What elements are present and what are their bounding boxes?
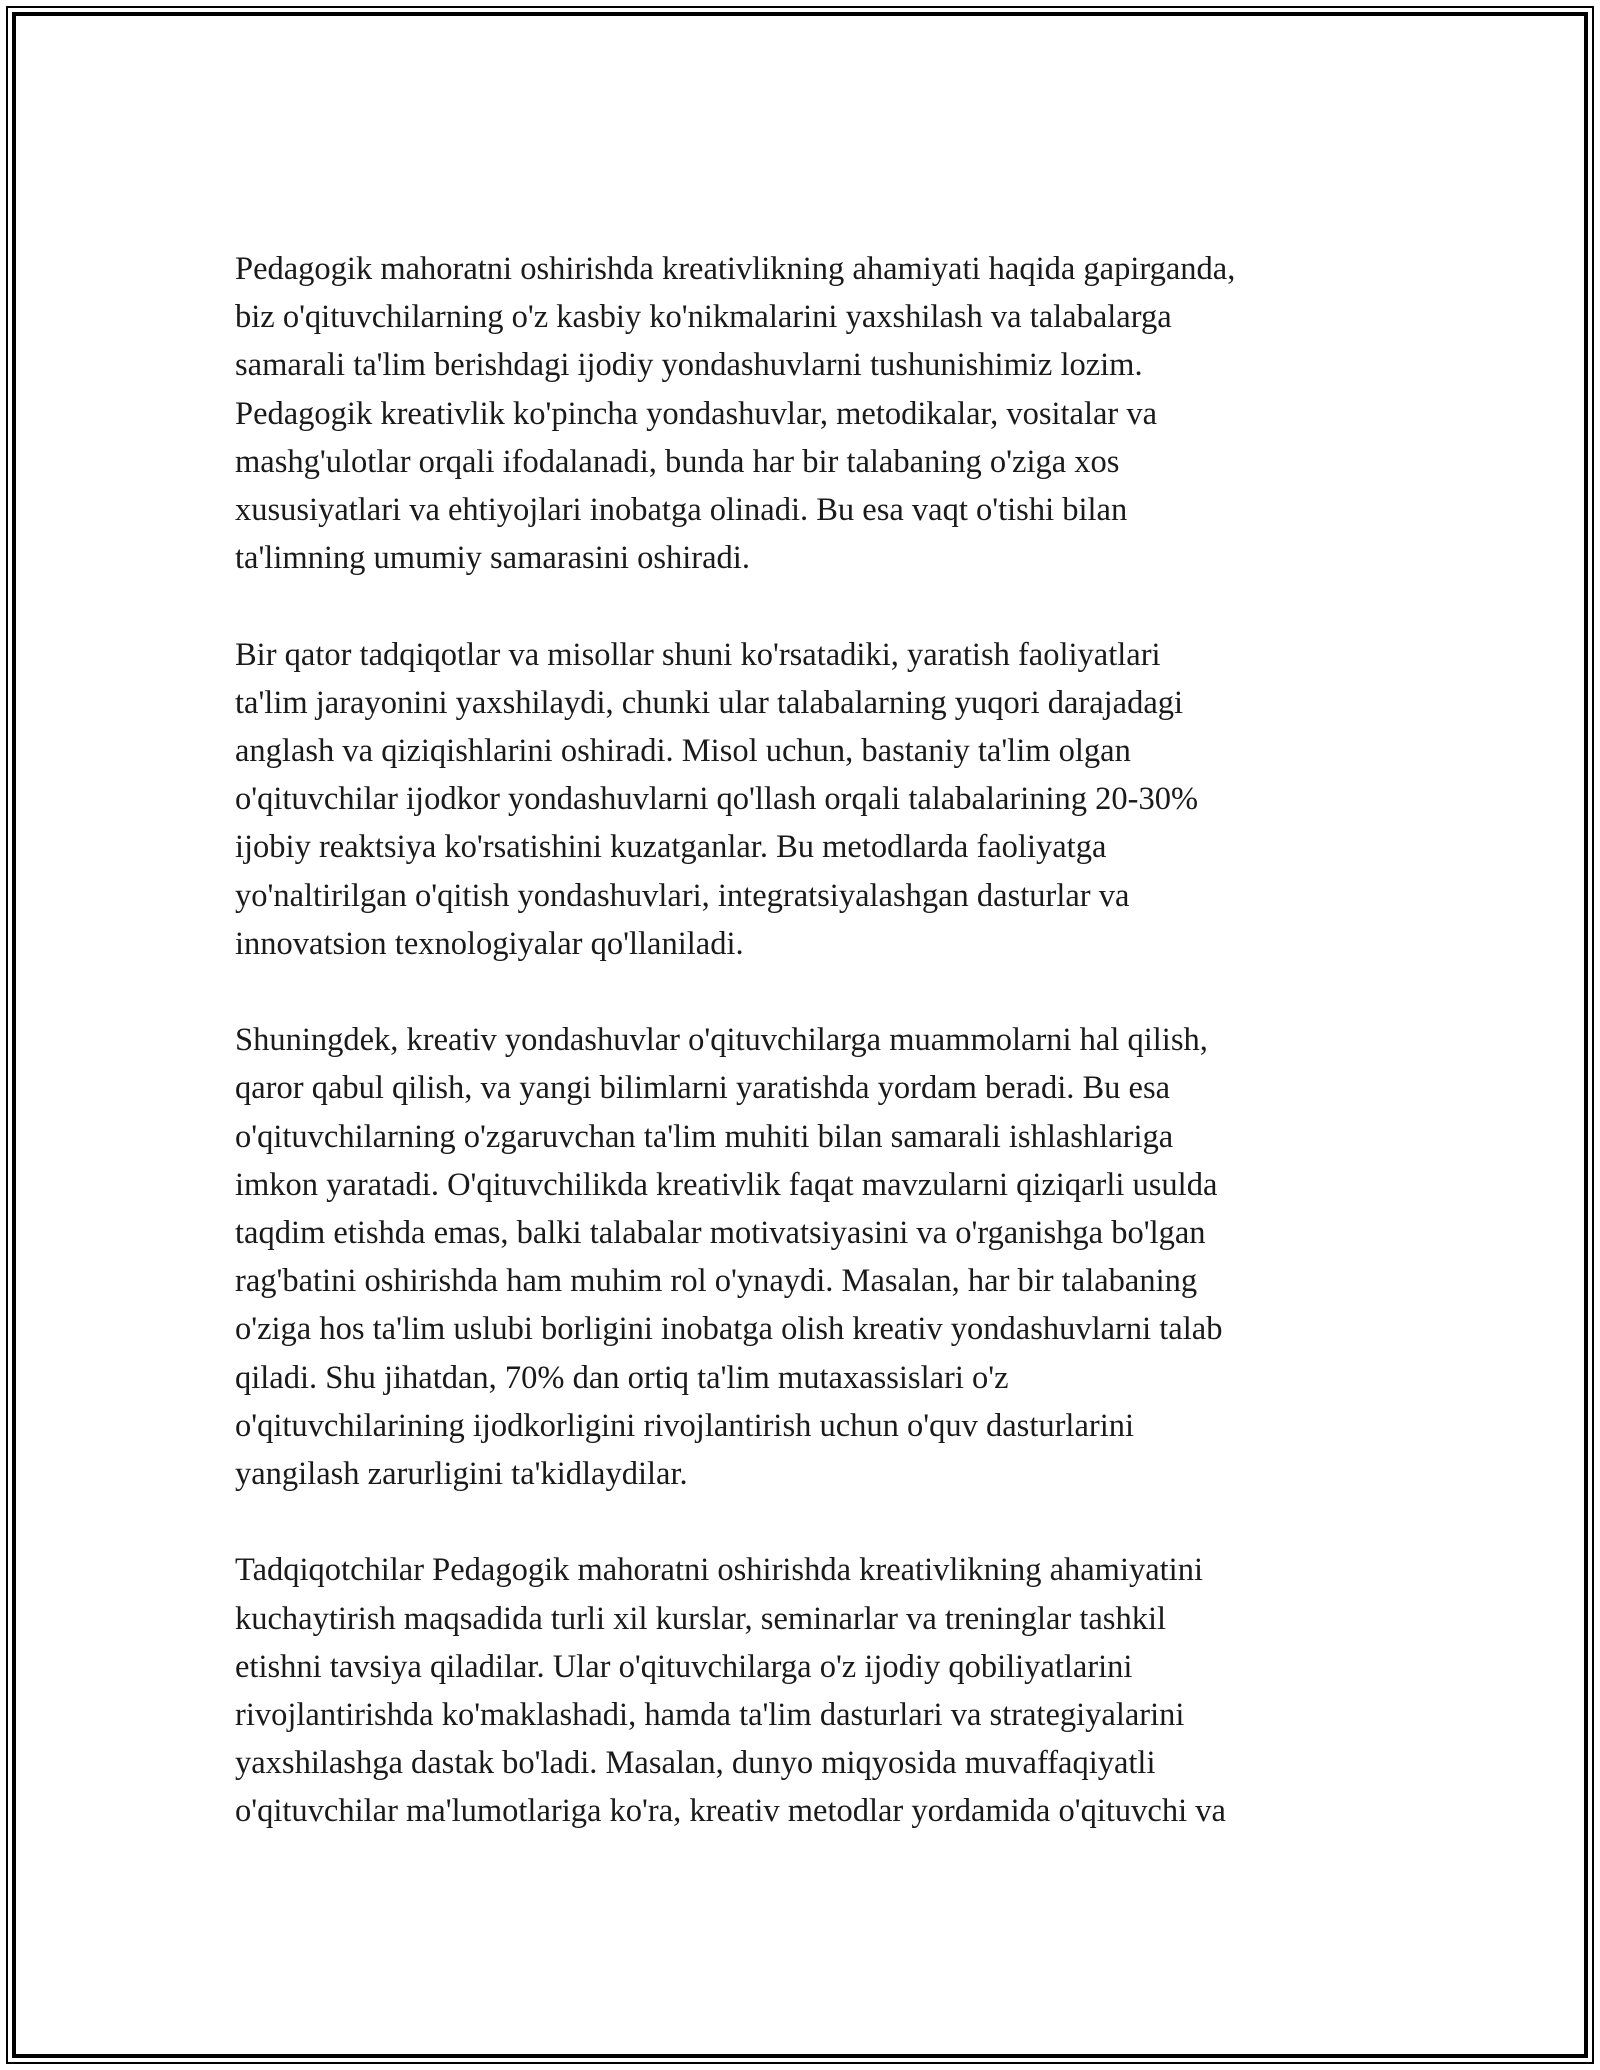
- text-line: qaror qabul qilish, va yangi bilimlarni yaratishda yordam beradi. Bu esa: [235, 1070, 1171, 1107]
- text-line: samarali ta'lim berishdagi ijodiy yondashuvlarni tushunishimiz lozim.: [235, 347, 1143, 384]
- text-line: yo'naltirilgan o'qitish yondashuvlari, integratsiyalashgan dasturlar va: [235, 877, 1130, 914]
- text-line: Tadqiqotchilar Pedagogik mahoratni oshirishda kreativlikning ahamiyatini: [235, 1552, 1203, 1589]
- text-line: xususiyatlari va ehtiyojlari inobatga olinadi. Bu esa vaqt o'tishi bilan: [235, 492, 1128, 529]
- text-line: Pedagogik mahoratni oshirishda kreativlikning ahamiyati haqida gapirganda,: [235, 251, 1236, 287]
- document-body: [235, 245, 1395, 1884]
- paragraph: [235, 1016, 1395, 1498]
- text-line: biz o'qituvchilarning o'z kasbiy ko'nikmalarini yaxshilash va talabalarga: [235, 299, 1172, 336]
- text-line: mashg'ulotlar orqali ifodalanadi, bunda har bir talabaning o'ziga xos: [235, 443, 1120, 480]
- text-line: qiladi. Shu jihatdan, 70% dan ortiq ta'lim mutaxassislari o'z: [235, 1359, 1009, 1396]
- text-line: o'qituvchilar ma'lumotlariga ko'ra, kreativ metodlar yordamida o'qituvchi va: [235, 1793, 1226, 1830]
- text-line: ta'limning umumiy samarasini oshiradi.: [235, 540, 750, 577]
- text-line: yangilash zarurligini ta'kidlaydilar.: [235, 1456, 688, 1493]
- text-line: yaxshilashga dastak bo'ladi. Masalan, dunyo miqyosida muvaffaqiyatli: [235, 1745, 1156, 1782]
- text-line: Shuningdek, kreativ yondashuvlar o'qituvchilarga muammolarni hal qilish,: [235, 1022, 1208, 1059]
- text-line: o'qituvchilarning o'zgaruvchan ta'lim muhiti bilan samarali ishlashlariga: [235, 1118, 1174, 1155]
- text-line: ijobiy reaktsiya ko'rsatishini kuzatganlar. Bu metodlarda faoliyatga: [235, 829, 1107, 866]
- text-line: innovatsion texnologiyalar qo'llaniladi.: [235, 925, 744, 962]
- text-line: etishni tavsiya qiladilar. Ular o'qituvchilarga o'z ijodiy qobiliyatlarini: [235, 1648, 1133, 1685]
- text-line: ta'lim jarayonini yaxshilaydi, chunki ular talabalarning yuqori darajadagi: [235, 684, 1184, 721]
- text-line: Bir qator tadqiqotlar va misollar shuni ko'rsatadiki, yaratish faoliyatlari: [235, 636, 1161, 673]
- paragraph: [235, 1546, 1395, 1835]
- paragraph: [235, 631, 1395, 968]
- text-line: o'ziga hos ta'lim uslubi borligini inobatga olish kreativ yondashuvlarni talab: [235, 1311, 1223, 1348]
- text-line: o'qituvchilarining ijodkorligini rivojlantirish uchun o'quv dasturlarini: [235, 1407, 1135, 1444]
- text-line: taqdim etishda emas, balki talabalar motivatsiyasini va o'rganishga bo'lgan: [235, 1215, 1206, 1252]
- text-line: imkon yaratadi. O'qituvchilikda kreativlik faqat mavzularni qiziqarli usulda: [235, 1166, 1218, 1203]
- text-line: rag'batini oshirishda ham muhim rol o'ynaydi. Masalan, har bir talabaning: [235, 1263, 1198, 1300]
- text-line: Pedagogik kreativlik ko'pincha yondashuvlar, metodikalar, vositalar va: [235, 395, 1158, 432]
- text-line: anglash va qiziqishlarini oshiradi. Misol uchun, bastaniy ta'lim olgan: [235, 733, 1131, 770]
- text-line: rivojlantirishda ko'maklashadi, hamda ta'lim dasturlari va strategiyalarini: [235, 1697, 1185, 1734]
- text-line: kuchaytirish maqsadida turli xil kurslar, seminarlar va treninglar tashkil: [235, 1600, 1167, 1637]
- paragraph: [235, 245, 1395, 582]
- text-line: o'qituvchilar ijodkor yondashuvlarni qo'llash orqali talabalarining 20-30%: [235, 781, 1199, 818]
